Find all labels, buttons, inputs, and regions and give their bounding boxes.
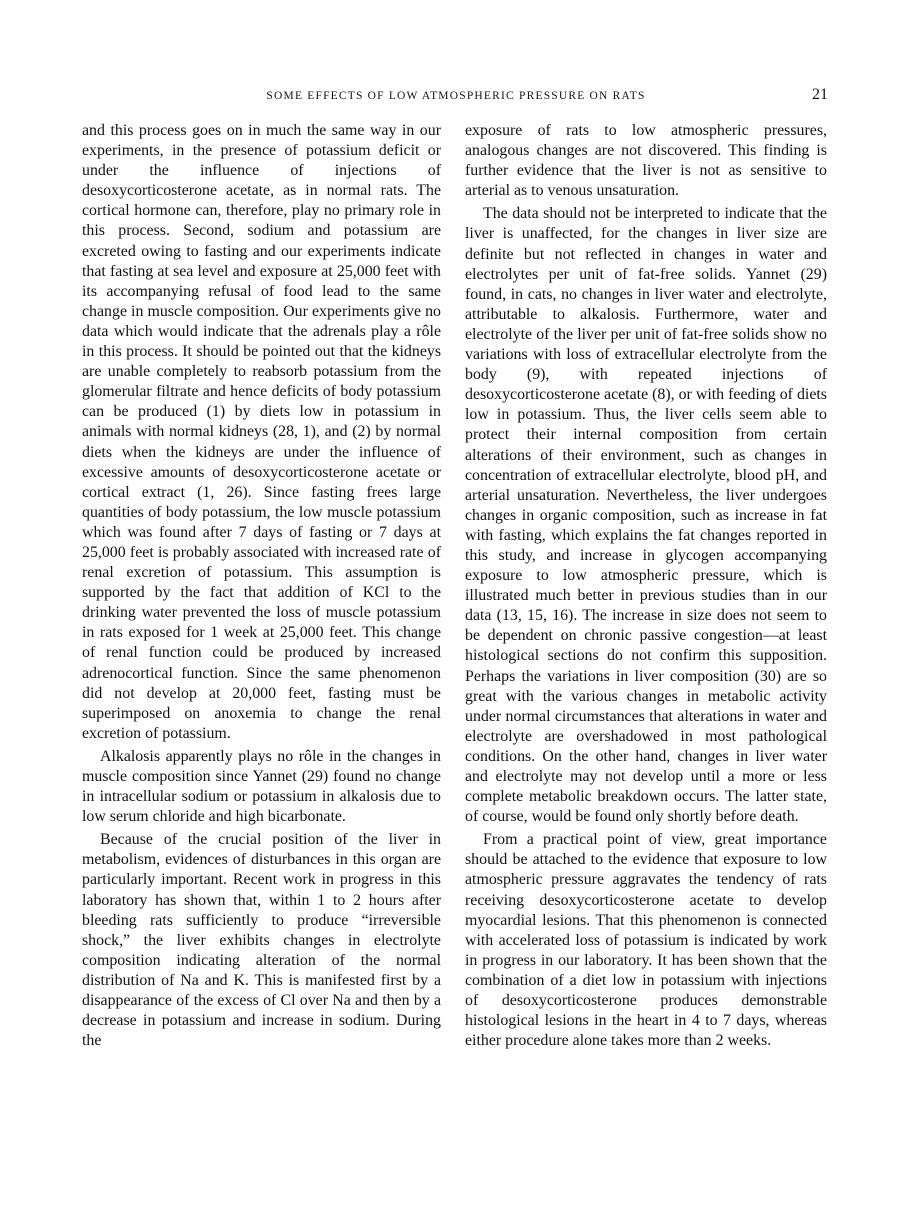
running-title: SOME EFFECTS OF LOW ATMOSPHERIC PRESSURE ON RATS (266, 90, 646, 102)
left-paragraph-3: Because of the crucial position of the liver in metabolism, evidences of disturbances in this organ are particularly important. Recent work in progress in this laboratory has shown that, within 1 to 2 hours after bleeding rats sufficiently to produce “irreversible shock,” the liver exhibits changes in electrolyte composition indicating alteration of the normal distribution of Na and K. This is manifested first by a disappearance of the excess of Cl over Na and then by a decrease in potassium and increase in sodium. During the (82, 831, 441, 1050)
right-paragraph-3: From a practical point of view, great importance should be attached to the evidence that exposure to low atmospheric pressure aggravates the tendency of rats receiving desoxycorticosterone acetate to develop myocardial lesions. That this phenomenon is connected with accelerated loss of potassium is indicated by work in progress in our laboratory. It has been shown that the combination of a diet low in potassium with injections of desoxycorticosterone produces demonstrable histological lesions in the heart in 4 to 7 days, whereas either procedure alone takes more than 2 weeks. (465, 831, 827, 1050)
page-header (84, 86, 828, 108)
right-column (465, 121, 827, 1051)
right-paragraph-1: exposure of rats to low atmospheric pressures, analogous changes are not discovered. This finding is further evidence that the liver is not as sensitive to arterial as to venous unsaturation. (465, 122, 827, 200)
page-number: 21 (812, 86, 828, 103)
left-column (82, 121, 441, 1051)
left-paragraph-1: and this process goes on in much the same way in our experiments, in the presence of potassium deficit or under the influence of injections of desoxycorticosterone acetate, as in normal rats. The cortical hormone can, therefore, play no primary role in this process. Second, sodium and potassium are excreted owing to fasting and our experiments indicate that fasting at sea level and exposure at 25,000 feet with its accompanying refusal of food lead to the same change in muscle composition. Our experiments give no data which would indicate that the adrenals play a rôle in this process. It should be pointed out that the kidneys are unable completely to reabsorb potassium from the glomerular filtrate and hence deficits of body potassium can be produced (1) by diets low in potassium in animals with normal kidneys (28, 1), and (2) by normal diets when the kidneys are under the influence of excessive amounts of desoxycorticosterone acetate or cortical extract (1, 26). Since fasting frees large quantities of body potassium, the low muscle potassium which was found after 7 days of fasting or 7 days at 25,000 feet is probably associated with increased rate of renal excretion of potassium. This assumption is supported by the fact that addition of KCl to the drinking water prevented the loss of muscle potassium in rats exposed for 1 week at 25,000 feet. This change of renal function could be produced by increased adrenocortical function. Since the same phenomenon did not develop at 20,000 feet, fasting must be superimposed on anoxemia to change the renal excretion of potassium. (82, 122, 441, 742)
left-paragraph-2: Alkalosis apparently plays no rôle in the changes in muscle composition since Yannet (29) found no change in intracellular sodium or potassium in alkalosis due to low serum chloride and high bicarbonate. (82, 747, 441, 826)
right-paragraph-2: The data should not be interpreted to indicate that the liver is unaffected, for the changes in liver size are definite but not reflected in changes in water and electrolytes per unit of fat-free solids. Yannet (29) found, in cats, no changes in liver water and electrolyte, attributable to alkalosis. Furthermore, water and electrolyte of the liver per unit of fat-free solids show no variations with loss of extracellular electrolyte from the body (9), with repeated injections of desoxycorticosterone acetate (8), or with feeding of diets low in potassium. Thus, the liver cells seem able to protect their internal composition from certain alterations of their environment, such as changes in concentration of extracellular electrolyte, blood pH, and arterial unsaturation. Nevertheless, the liver undergoes changes in organic composition, such as increase in fat with fasting, which explains the fat changes reported in this study, and increase in glycogen accompanying exposure to low atmospheric pressure, which is illustrated much better in previous studies than in our data (13, 15, 16). The increase in size does not seem to be dependent on chronic passive congestion—at least histological sections do not confirm this supposition. Perhaps the variations in liver composition (30) are so great with the various changes in metabolic activity under normal circumstances that alterations in water and electrolyte are overshadowed in most pathological conditions. On the other hand, changes in liver water and electrolyte may not develop until a more or less complete metabolic breakdown occurs. The latter state, of course, would be found only shortly before death. (465, 205, 827, 826)
